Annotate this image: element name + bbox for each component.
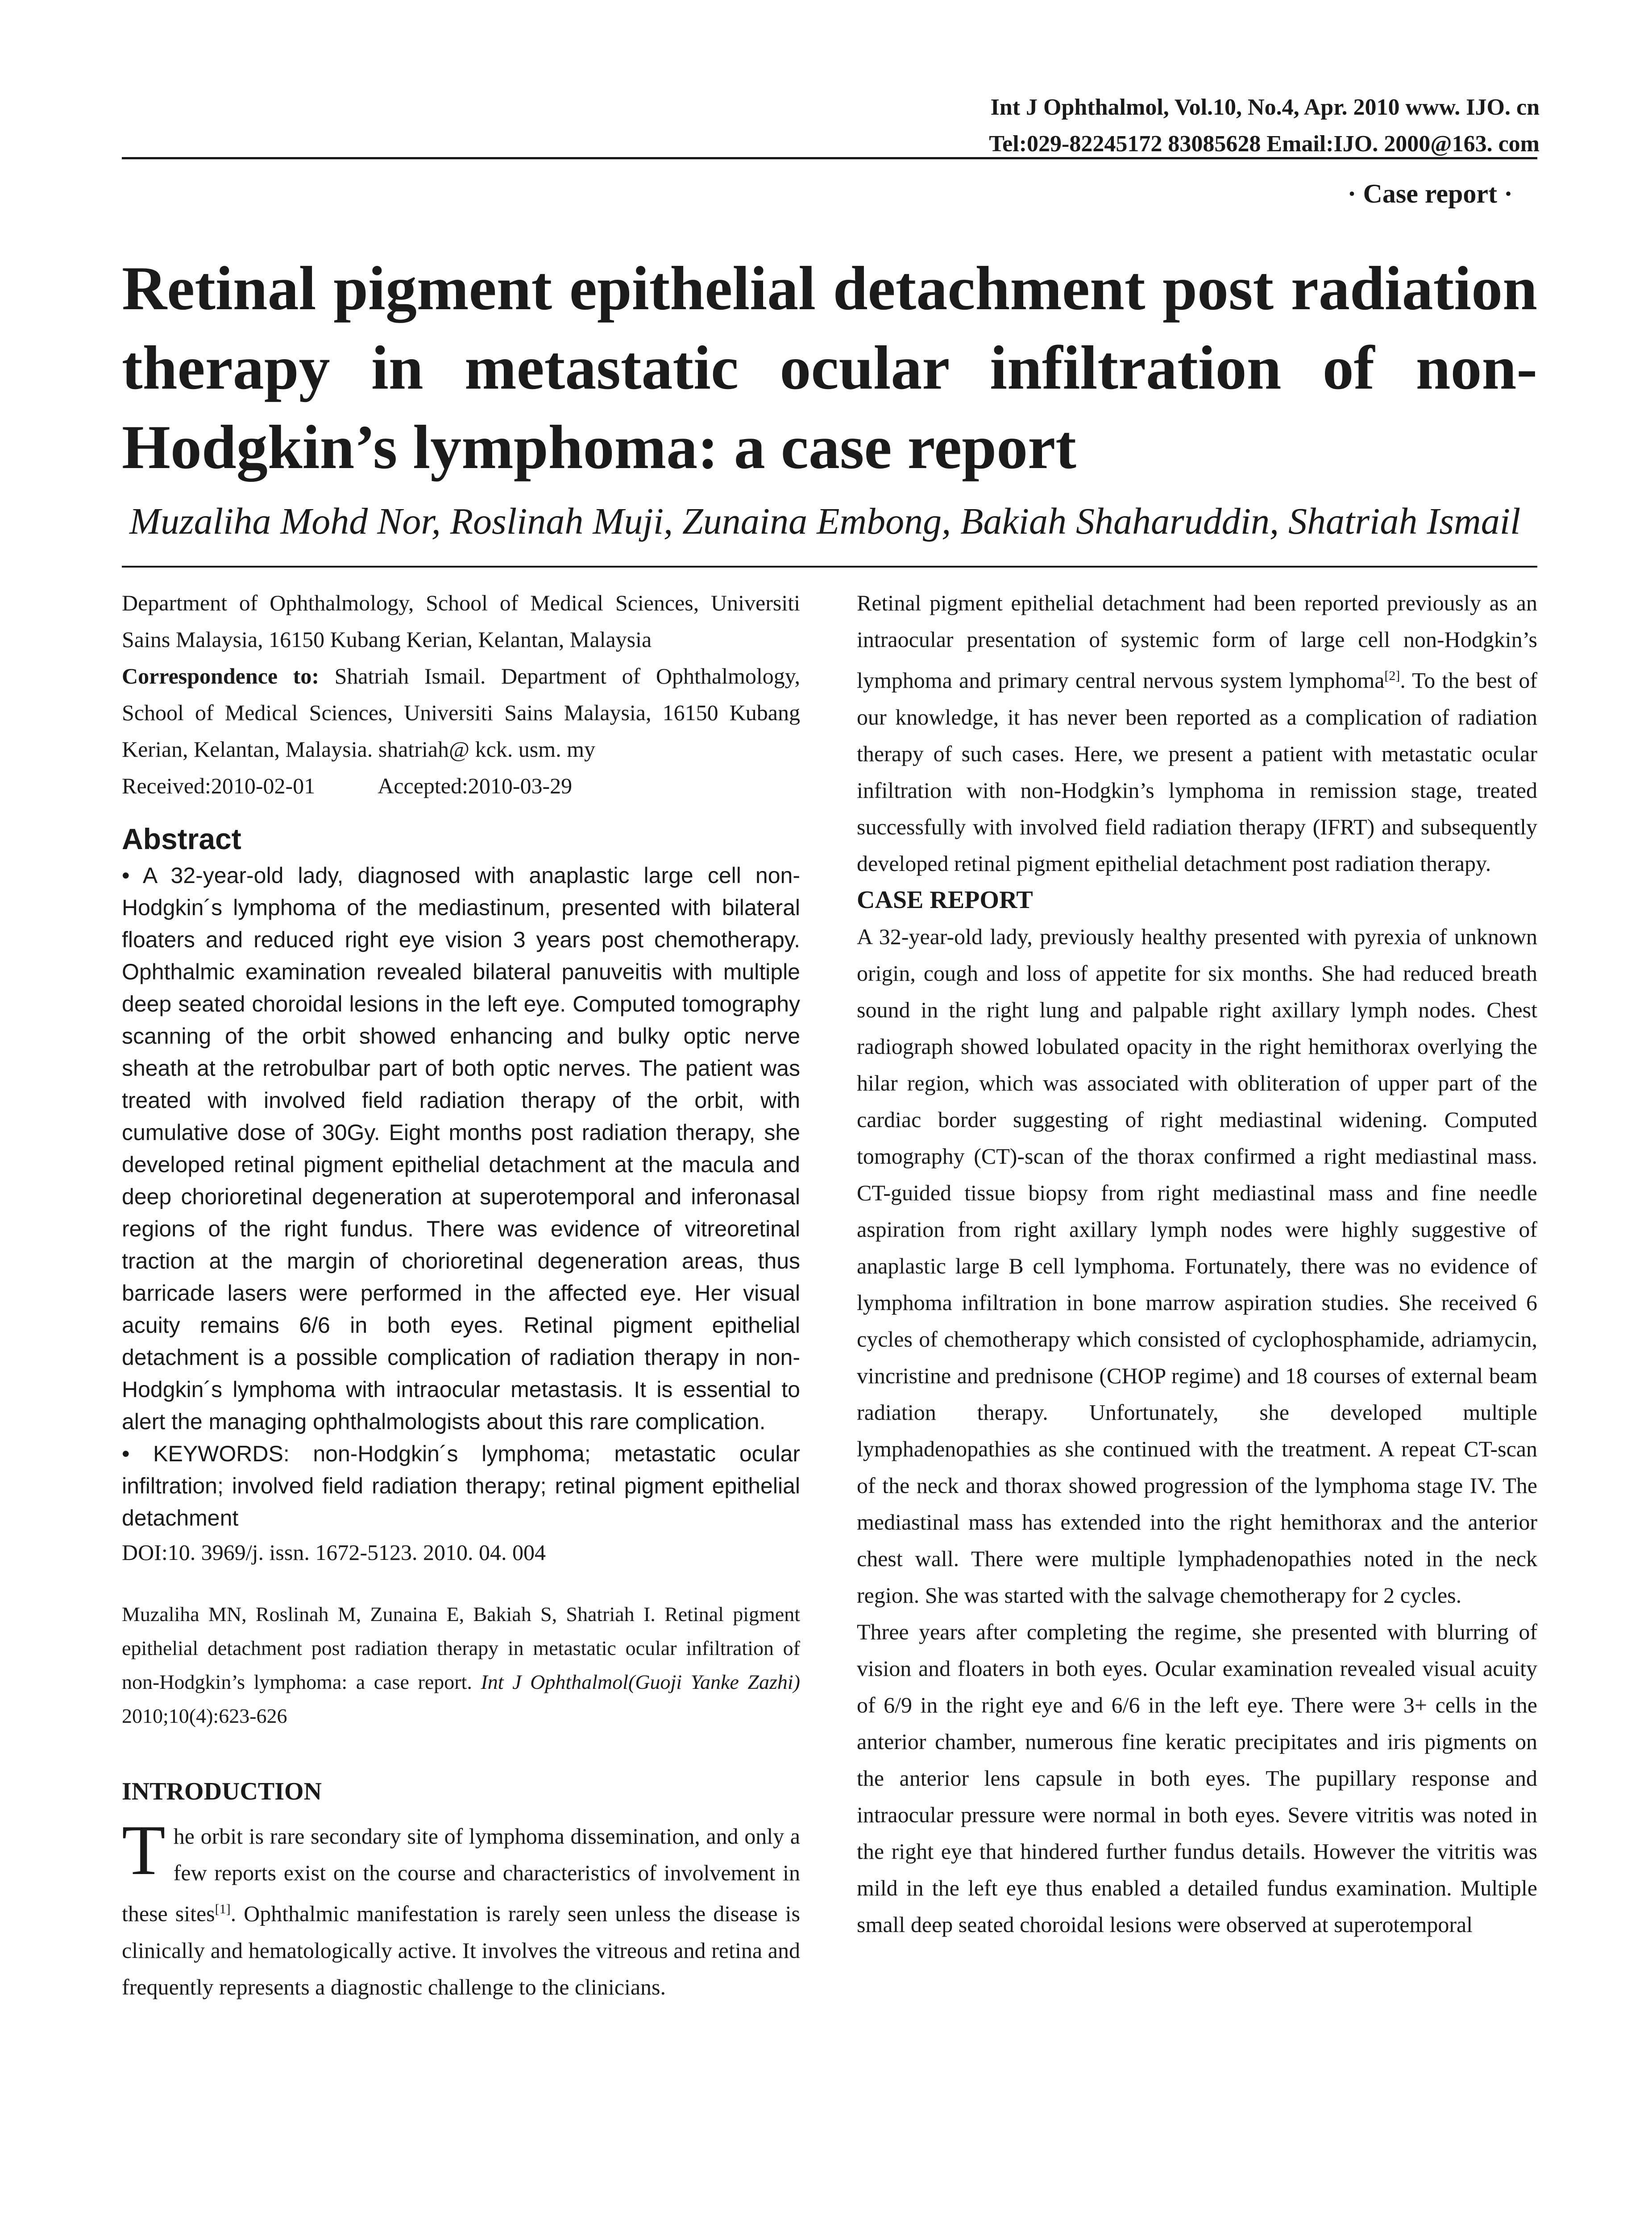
intro-cont-ref: [2]: [1384, 668, 1400, 683]
affiliation: Department of Ophthalmology, School of Medical Sciences, Universiti Sains Malaysia, 16150 Kubang Kerian, Kelantan, Malaysia: [122, 590, 800, 652]
accepted-date: Accepted:2010-03-29: [378, 773, 573, 798]
citation: [122, 1597, 800, 1733]
abstract-body: • A 32-year-old lady, diagnosed with anaplastic large cell non-Hodgkin´s lymphoma of the mediastinum, presented with bilateral floaters and reduced right eye vision 3 years post chemotherapy. Ophthalmic examination revealed bilateral panuveitis with multiple deep seated choroidal lesions in the left eye. Computed tomography scanning of the orbit showed enhancing and bulky optic nerve sheath at the retrobulbar part of both optic nerves. The patient was treated with involved field radiation therapy of the orbit, with cumulative dose of 30Gy. Eight months post radiation therapy, she developed retinal pigment epithelial detachment at the macula and deep chorioretinal degeneration at superotemporal and inferonasal regions of the right fundus. There was evidence of vitreoretinal traction at the margin of chorioretinal degeneration areas, thus barricade lasers were performed in the affected eye. Her visual acuity remains 6/6 in both eyes. Retinal pigment epithelial detachment is a possible complication of radiation therapy in non-Hodgkin´s lymphoma with intraocular metastasis. It is essential to alert the managing ophthalmologists about this rare complication.: [122, 863, 800, 1434]
case-paragraph-2: Three years after completing the regime, she presented with blurring of vision and floaters in both eyes. Ocular examination revealed visual acuity of 6/9 in the right eye and 6/6 in the left eye. There were 3+ cells in the anterior chamber, numerous fine keratic precipitates and iris pigments on the anterior lens capsule in both eyes. The pupillary response and intraocular pressure were normal in both eyes. Severe vitritis was noted in the right eye that hindered further fundus details. However the vitritis was mild in the left eye thus enabled a detailed fundus examination. Multiple small deep seated choroidal lesions were observed at superotemporal: [857, 1619, 1537, 1937]
journal-header: [870, 89, 1540, 162]
intro-continued: [857, 585, 1537, 882]
doi: DOI:10. 3969/j. issn. 1672-5123. 2010. 04. 004: [122, 1540, 546, 1565]
section-label: · Case report ·: [1347, 179, 1513, 208]
intro-cont-part2: . To the best of our knowledge, it has never been reported as a complication of radiation therapy of such cases. Here, we present a patient with metastatic ocular infiltration with non-Hodgkin’s lymphoma in remission stage, treated successfully with involved field radiation therapy (IFRT) and subsequently developed retinal pigment epithelial detachment post radiation therapy.: [857, 668, 1537, 876]
intro-part1: he orbit is rare secondary site of lymphoma dissemination, and only a few reports exist on the course and characteristics of involvement in these sites: [122, 1824, 800, 1926]
intro-cont-part1: Retinal pigment epithelial detachment had been reported previously as an intraocular presentation of systemic form of large cell non-Hodgkin’s lymphoma and primary central nervous system lymphoma: [857, 590, 1537, 693]
contact-line: Tel:029-82245172 83085628 Email:IJO. 2000@163. com: [989, 131, 1540, 157]
correspondence-label: Correspondence to:: [122, 663, 319, 688]
authors-divider: [122, 566, 1537, 568]
intro-part2: . Ophthalmic manifestation is rarely seen unless the disease is clinically and hematologically active. It involves the vitreous and retina and frequently represents a diagnostic challenge to the clinicians.: [122, 1901, 800, 1999]
abstract-heading: Abstract: [122, 822, 241, 855]
right-column: [857, 585, 1537, 1943]
correspondence: [122, 658, 800, 767]
citation-ref: 2010;10(4):623-626: [122, 1704, 287, 1727]
drop-cap: T: [122, 1810, 166, 1890]
received-date: Received:2010-02-01: [122, 773, 315, 798]
header-divider: [122, 157, 1537, 159]
article-title: Retinal pigment epithelial detachment post radiation therapy in metastatic ocular infiltration of non-Hodgkin’s lymphoma: a case report: [122, 254, 1537, 482]
left-column: [122, 585, 800, 2005]
keywords: • KEYWORDS: non-Hodgkin´s lymphoma; metastatic ocular infiltration; involved field radiation therapy; retinal pigment epithelial detachment: [122, 1441, 800, 1530]
author-list: Muzaliha Mohd Nor, Roslinah Muji, Zunaina Embong, Bakiah Shaharuddin, Shatriah Ismail: [129, 501, 1521, 542]
correspondence-text: Shatriah Ismail. Department of Ophthalmology, School of Medical Sciences, Universiti Sains Malaysia, 16150 Kubang Kerian, Kelantan, Malaysia. shatriah@ kck. usm. my: [122, 663, 800, 762]
citation-journal: Int J Ophthalmol(Guoji Yanke Zazhi): [481, 1671, 800, 1693]
case-report-heading: CASE REPORT: [857, 886, 1033, 914]
citation-text: Muzaliha MN, Roslinah M, Zunaina E, Bakiah S, Shatriah I. Retinal pigment epithelial detachment post radiation therapy in metastatic ocular infiltration of non-Hodgkin’s lymphoma: a case report.: [122, 1603, 800, 1693]
journal-line: Int J Ophthalmol, Vol.10, No.4, Apr. 2010 www. IJO. cn: [990, 95, 1540, 120]
introduction-paragraph: [122, 1810, 800, 2005]
intro-ref: [1]: [215, 1902, 231, 1916]
introduction-heading: INTRODUCTION: [122, 1778, 322, 1805]
dates: [122, 767, 800, 804]
case-paragraph-1: A 32-year-old lady, previously healthy presented with pyrexia of unknown origin, cough and loss of appetite for six months. She had reduced breath sound in the right lung and palpable right axillary lymph nodes. Chest radiograph showed lobulated opacity in the right hemithorax overlying the hilar region, which was associated with obliteration of upper part of the cardiac border suggesting of right mediastinal widening. Computed tomography (CT)-scan of the thorax confirmed a right mediastinal mass. CT-guided tissue biopsy from right mediastinal mass and fine needle aspiration from right axillary lymph nodes were highly suggestive of anaplastic large B cell lymphoma. Fortunately, there was no evidence of lymphoma infiltration in bone marrow aspiration studies. She received 6 cycles of chemotherapy which consisted of cyclophosphamide, adriamycin, vincristine and prednisone (CHOP regime) and 18 courses of external beam radiation therapy. Unfortunately, she developed multiple lymphadenopathies as she continued with the treatment. A repeat CT-scan of the neck and thorax showed progression of the lymphoma stage IV. The mediastinal mass has extended into the right hemithorax and the anterior chest wall. There were multiple lymphadenopathies noted in the neck region. She was started with the salvage chemotherapy for 2 cycles.: [857, 924, 1537, 1608]
